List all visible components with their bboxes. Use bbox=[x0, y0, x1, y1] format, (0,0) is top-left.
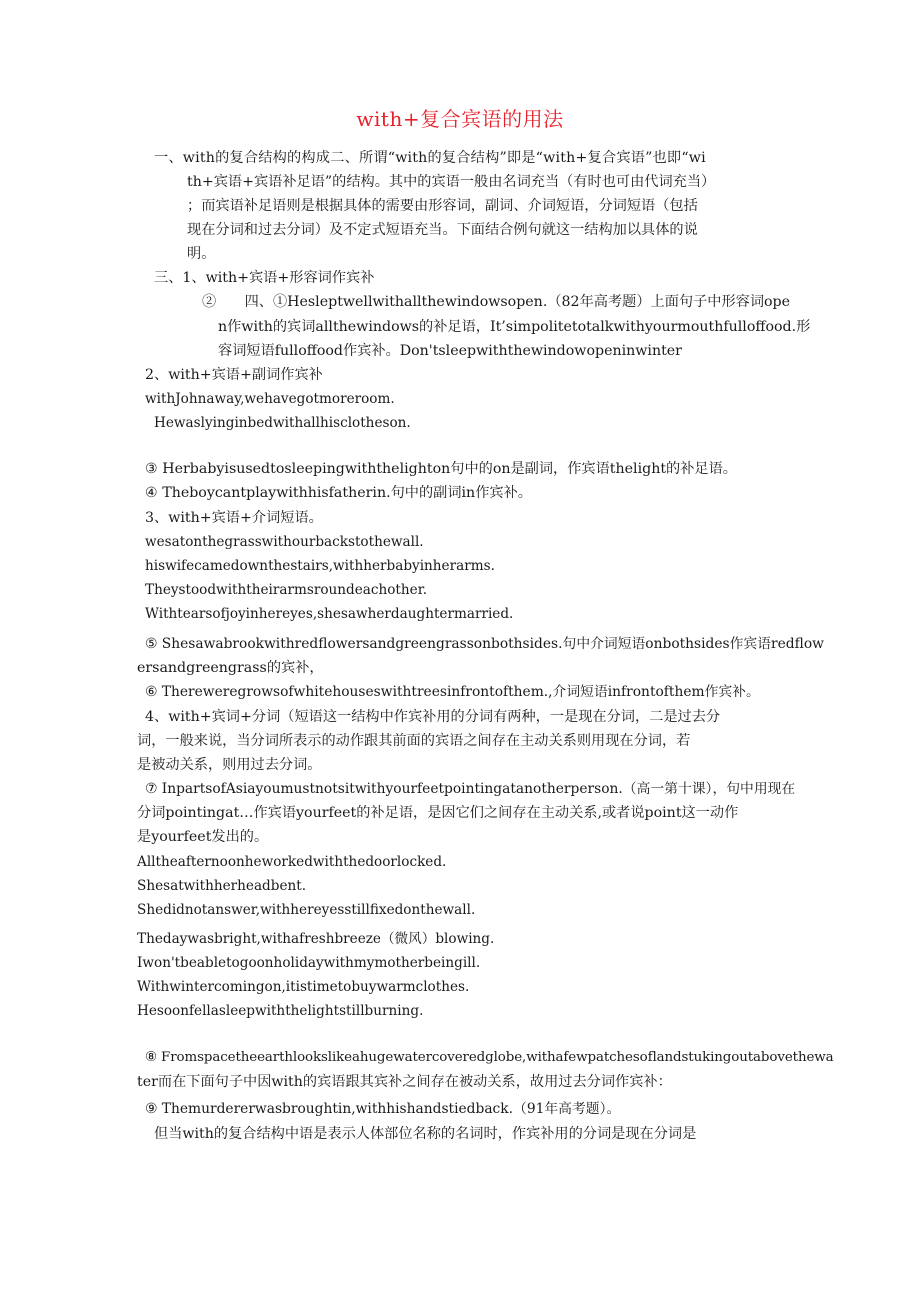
example-5-line-1: ⑤ Shesawabrookwithredflowersandgreengrassonbothsides.句中介词短语onbothsides作宾语redflow bbox=[145, 636, 824, 652]
example-2-line-2: n作with的宾词allthewindows的补足语，It’simpolitetotalkwithyourmouthfulloffood.形 bbox=[218, 319, 811, 335]
example-8-line-1: ⑧ Fromspacetheearthlookslikeahugewatercoveredglobe,withafewpatchesoflandstukingoutabovethewa bbox=[145, 1050, 834, 1065]
closing-line: 但当with的复合结构中语是表示人体部位名称的名词时，作宾补用的分词是现在分词是 bbox=[154, 1126, 697, 1142]
page-title: with+复合宾语的用法 bbox=[356, 107, 564, 131]
example-5-line-2: ersandgreengrass的宾补， bbox=[137, 660, 324, 676]
prep-example-4: Withtearsofjoyinhereyes,shesawherdaughtermarried. bbox=[145, 606, 514, 622]
participle-example-5: Iwon'tbeabletogoonholidaywithmymotherbeingill. bbox=[137, 955, 481, 971]
adverb-example-1: withJohnaway,wehavegotmoreroom. bbox=[145, 391, 395, 407]
example-3: ③ Herbabyisusedtosleepingwiththelighton句中的on是副词，作宾语thelight的补足语。 bbox=[145, 461, 737, 477]
section-4-line-1: 4、with+宾词+分词（短语这一结构中作宾补用的分词有两种，一是现在分词，二是过去分 bbox=[145, 709, 721, 725]
participle-example-4: Thedaywasbright,withafreshbreeze（微风）blowing. bbox=[137, 931, 495, 947]
prep-example-3: Theystoodwiththeirarmsroundeachother. bbox=[145, 582, 428, 598]
section-heading-adverb: 2、with+宾语+副词作宾补 bbox=[145, 367, 323, 383]
participle-example-2: Shesatwithherheadbent. bbox=[137, 878, 307, 894]
example-2-line-3: 容词短语fulloffood作宾补。Don'tsleepwiththewindowopeninwinter bbox=[218, 343, 682, 359]
example-7-line-3: 是yourfeet发出的。 bbox=[137, 829, 269, 845]
example-6: ⑥ Thereweregrowsofwhitehouseswithtreesinfrontofthem.,介词短语infrontofthem作宾补。 bbox=[145, 684, 760, 700]
intro-line-2: th+宾语+宾语补足语”的结构。其中的宾语一般由名词充当（有时也可由代词充当） bbox=[187, 174, 716, 190]
participle-example-3: Shedidnotanswer,withhereyesstillfixedonthewall. bbox=[137, 902, 476, 918]
adverb-example-2: Hewaslyinginbedwithallhisclotheson. bbox=[154, 415, 411, 431]
example-4: ④ Theboycantplaywithhisfatherin.句中的副词in作宾补。 bbox=[145, 485, 532, 501]
example-9: ⑨ Themurdererwasbroughtin,withhishandstiedback.（91年高考题）。 bbox=[145, 1101, 621, 1117]
example-8-line-2: ter而在下面句子中因with的宾语跟其宾补之间存在被动关系，故用过去分词作宾补： bbox=[137, 1074, 672, 1090]
example-7-line-2: 分词pointingat…作宾语yourfeet的补足语，是因它们之间存在主动关系,或者说point这一动作 bbox=[137, 805, 739, 821]
prep-example-2: hiswifecamedownthestairs,withherbabyinherarms. bbox=[145, 558, 495, 574]
intro-line-1: 一、with的复合结构的构成二、所谓“with的复合结构”即是“with+复合宾语”也即“wi bbox=[154, 150, 706, 166]
prep-example-1: wesatonthegrasswithourbackstothewall. bbox=[145, 534, 424, 550]
section-4-line-3: 是被动关系，则用过去分词。 bbox=[137, 757, 322, 773]
participle-example-7: Hesoonfellasleepwiththelightstillburning. bbox=[137, 1003, 424, 1019]
intro-line-5: 明。 bbox=[187, 246, 216, 262]
example-7-line-1: ⑦ InpartsofAsiayoumustnotsitwithyourfeetpointingatanotherperson.（高一第十课），句中用现在 bbox=[145, 781, 796, 797]
participle-example-6: Withwintercomingon,itistimetobuywarmclothes. bbox=[137, 979, 470, 995]
section-heading-prep: 3、with+宾语+介词短语。 bbox=[145, 510, 323, 526]
intro-line-3: ；而宾语补足语则是根据具体的需要由形容词，副词、介词短语，分词短语（包括 bbox=[187, 198, 698, 214]
section-heading-adjective: 三、1、with+宾语+形容词作宾补 bbox=[154, 270, 375, 286]
section-4-line-2: 词，一般来说，当分词所表示的动作跟其前面的宾语之间存在主动关系则用现在分词，若 bbox=[137, 733, 691, 749]
example-2-line-1: ② 四、①Hesleptwellwithallthewindowsopen.（82年高考题）上面句子中形容词ope bbox=[202, 294, 791, 310]
participle-example-1: Alltheafternoonheworkedwiththedoorlocked. bbox=[137, 854, 447, 870]
intro-line-4: 现在分词和过去分词）及不定式短语充当。下面结合例句就这一结构加以具体的说 bbox=[187, 222, 698, 238]
